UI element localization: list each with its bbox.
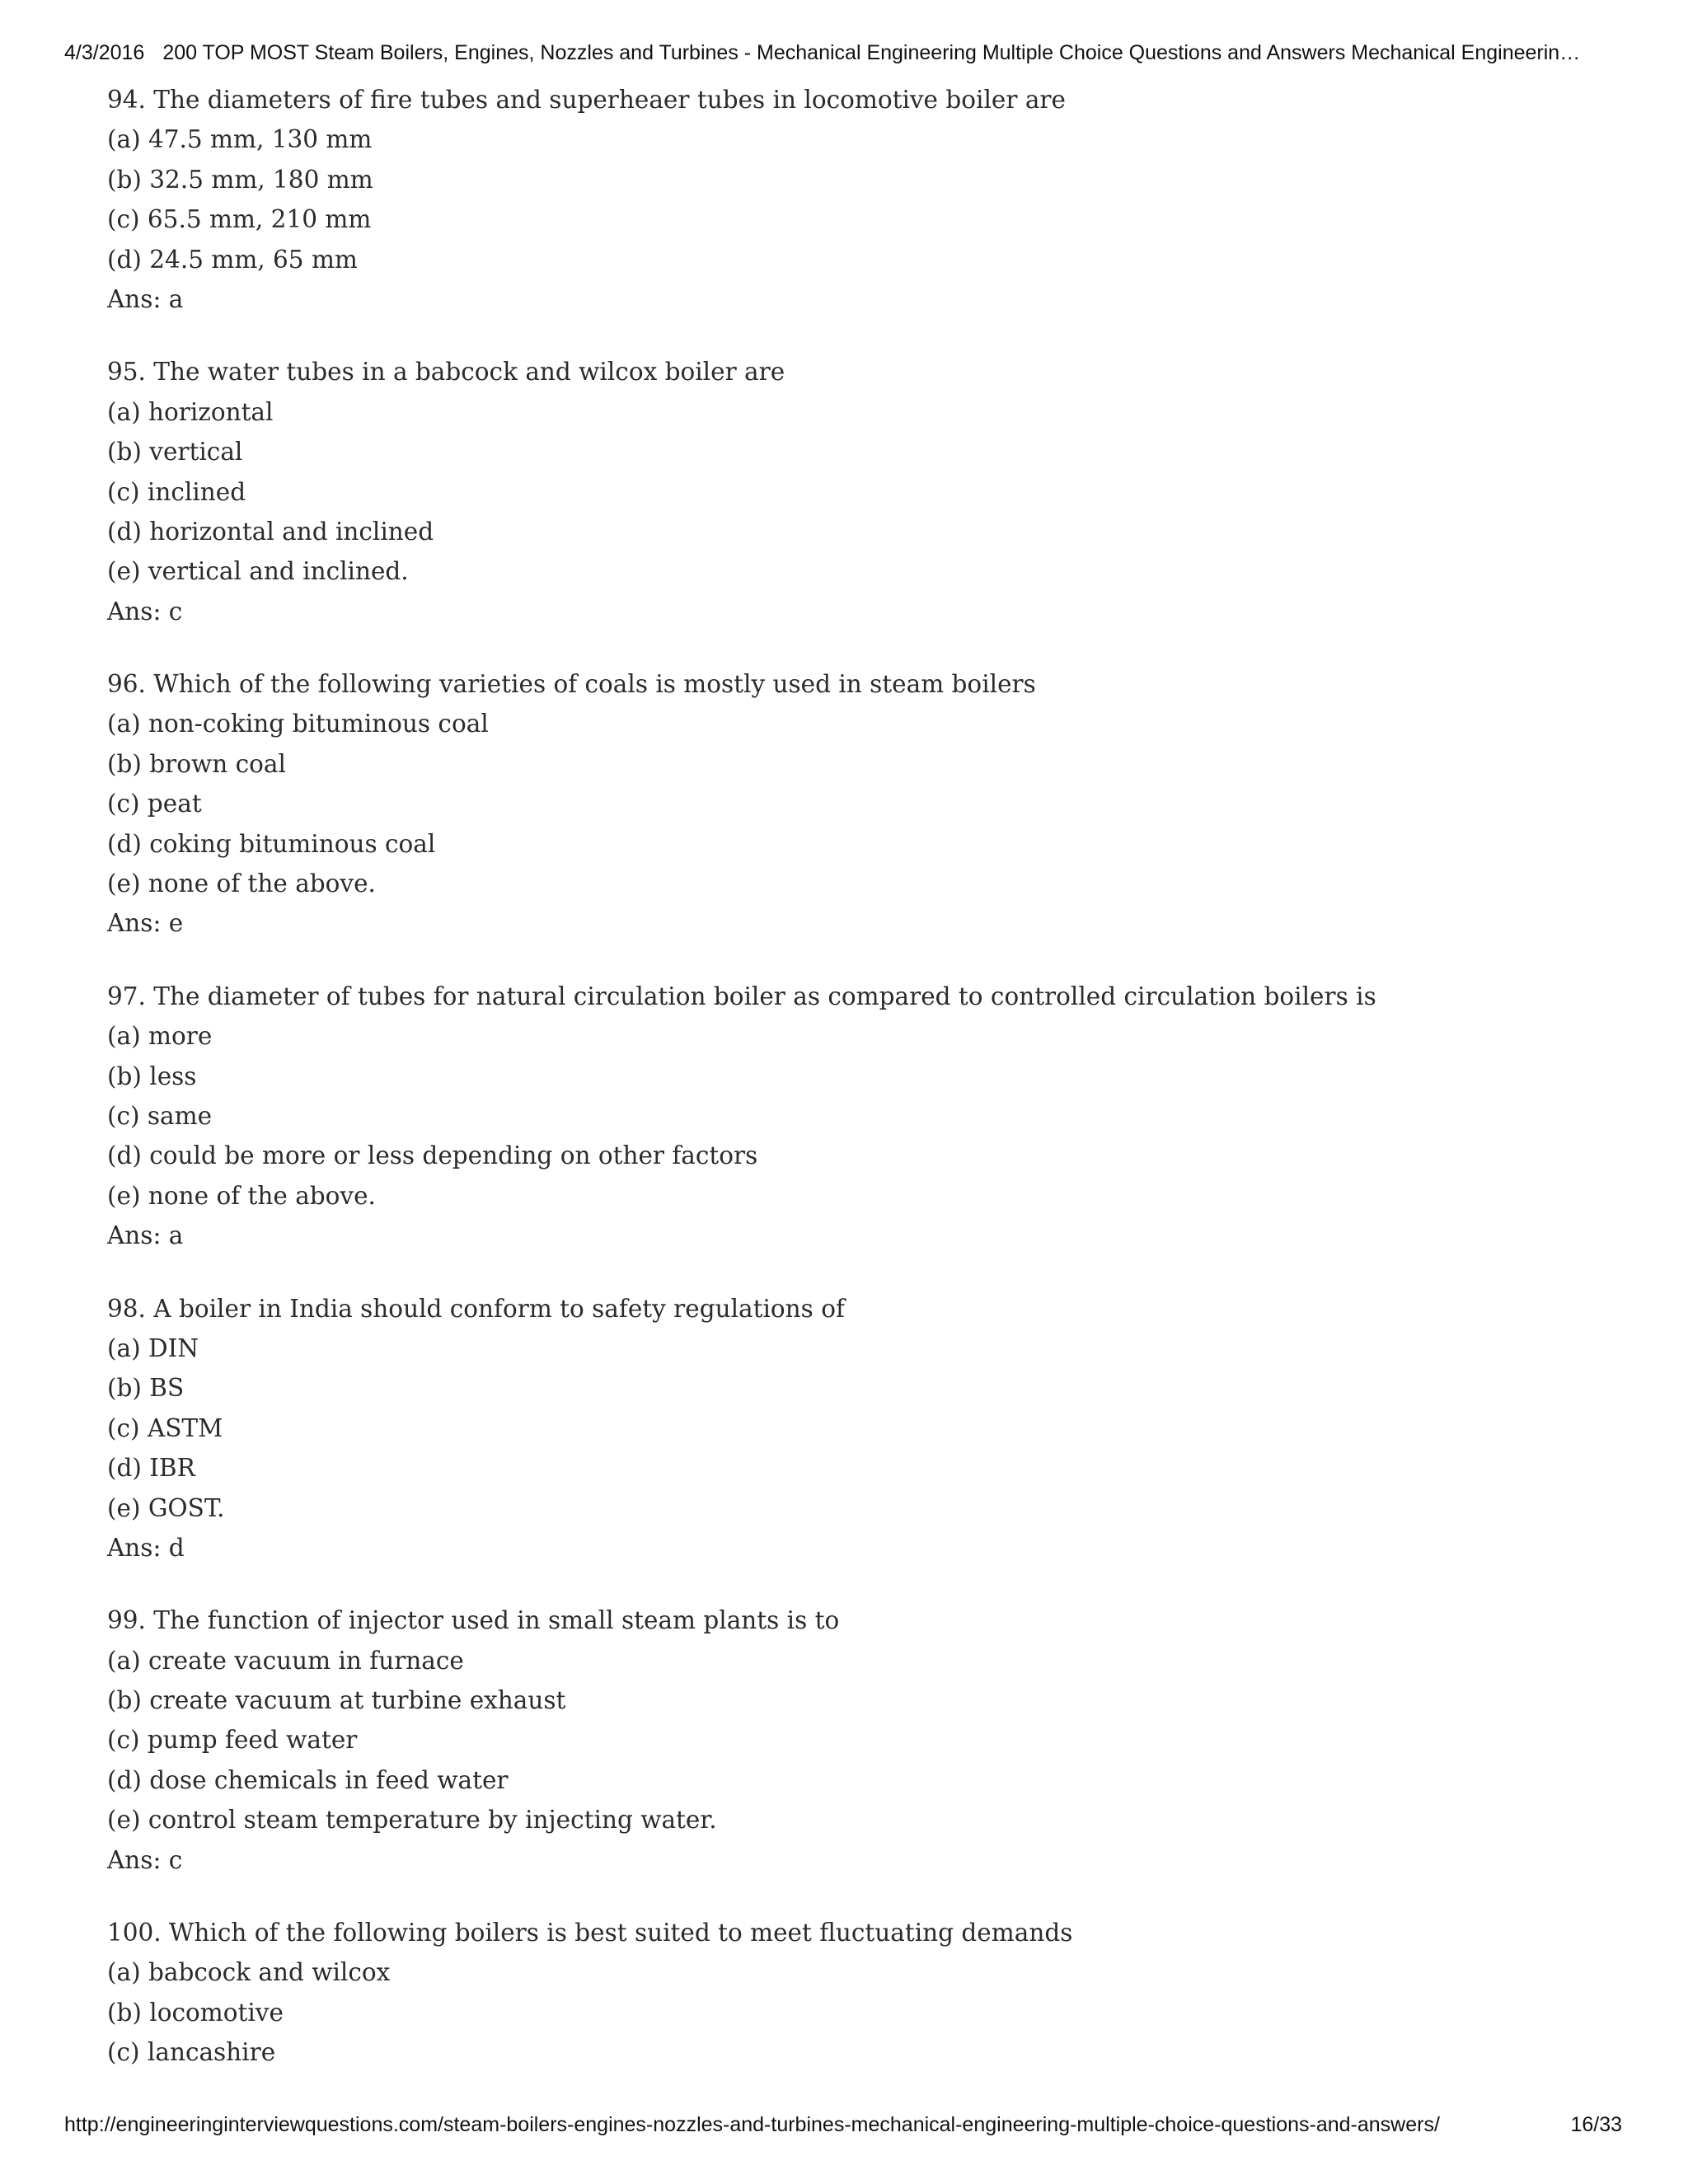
option-b: (b) create vacuum at turbine exhaust	[107, 1686, 566, 1715]
question-text: 99. The function of injector used in small steam plants is to	[107, 1606, 840, 1635]
question-text: 97. The diameter of tubes for natural circulation boiler as compared to controlled circulation boilers is	[107, 982, 1376, 1010]
option-c: (c) inclined	[107, 477, 246, 506]
question-98	[107, 1289, 1591, 1568]
option-c: (c) pump feed water	[107, 1726, 358, 1755]
option-b: (b) BS	[107, 1374, 185, 1403]
option-d: (d) 24.5 mm, 65 mm	[107, 245, 358, 274]
answer: Ans: c	[107, 597, 183, 626]
question-text: 94. The diameters of fire tubes and superheaer tubes in locomotive boiler are	[107, 86, 1066, 114]
question-text: 96. Which of the following varieties of coals is mostly used in steam boilers	[107, 670, 1036, 699]
question-99	[107, 1601, 1591, 1880]
option-b: (b) brown coal	[107, 749, 286, 778]
answer: Ans: a	[107, 284, 184, 313]
option-b: (b) 32.5 mm, 180 mm	[107, 165, 373, 194]
option-e: (e) none of the above.	[107, 869, 376, 898]
option-c: (c) lancashire	[107, 2038, 276, 2067]
page-number: 16/33	[1570, 2113, 1622, 2136]
question-100	[107, 1913, 1591, 2073]
option-a: (a) babcock and wilcox	[107, 1958, 391, 1987]
option-d: (d) IBR	[107, 1454, 195, 1483]
option-a: (a) more	[107, 1022, 213, 1051]
option-d: (d) could be more or less depending on other factors	[107, 1141, 758, 1170]
option-e: (e) none of the above.	[107, 1181, 376, 1210]
print-header	[64, 40, 1630, 66]
option-d: (d) coking bituminous coal	[107, 829, 436, 858]
question-97	[107, 977, 1591, 1256]
option-e: (e) control steam temperature by injecting water.	[107, 1806, 717, 1835]
answer: Ans: a	[107, 1221, 184, 1250]
question-95	[107, 352, 1591, 631]
option-a: (a) create vacuum in furnace	[107, 1646, 464, 1675]
answer: Ans: e	[107, 909, 184, 938]
option-e: (e) GOST.	[107, 1493, 225, 1522]
question-96	[107, 664, 1591, 944]
question-text: 95. The water tubes in a babcock and wilcox boiler are	[107, 358, 785, 387]
option-b: (b) less	[107, 1062, 197, 1090]
option-e: (e) vertical and inclined.	[107, 557, 409, 586]
option-a: (a) DIN	[107, 1333, 199, 1362]
option-a: (a) horizontal	[107, 397, 274, 426]
option-a: (a) 47.5 mm, 130 mm	[107, 125, 373, 154]
option-d: (d) dose chemicals in feed water	[107, 1765, 509, 1794]
option-c: (c) ASTM	[107, 1413, 223, 1442]
page-url: http://engineeringinterviewquestions.com/steam-boilers-engines-nozzles-and-turbines-mechanical-engineering-multiple-choice-questions-and-answers/	[64, 2113, 1440, 2136]
option-a: (a) non-coking bituminous coal	[107, 710, 489, 738]
print-footer	[64, 2111, 1622, 2138]
question-text: 100. Which of the following boilers is best suited to meet fluctuating demands	[107, 1919, 1073, 1947]
option-c: (c) same	[107, 1101, 213, 1130]
answer: Ans: c	[107, 1845, 183, 1874]
option-b: (b) vertical	[107, 438, 243, 466]
print-date: 4/3/2016	[64, 41, 145, 64]
question-list	[107, 80, 1591, 2106]
question-94	[107, 80, 1591, 319]
option-c: (c) peat	[107, 790, 202, 818]
option-b: (b) locomotive	[107, 1998, 284, 2027]
print-page-title: 200 TOP MOST Steam Boilers, Engines, Nozzles and Turbines - Mechanical Engineering Multiple Choice Questions and Answers Mechanical Engineerin…	[162, 41, 1581, 64]
option-c: (c) 65.5 mm, 210 mm	[107, 205, 372, 234]
question-text: 98. A boiler in India should conform to safety regulations of	[107, 1294, 845, 1323]
option-d: (d) horizontal and inclined	[107, 517, 434, 546]
answer: Ans: d	[107, 1533, 185, 1562]
